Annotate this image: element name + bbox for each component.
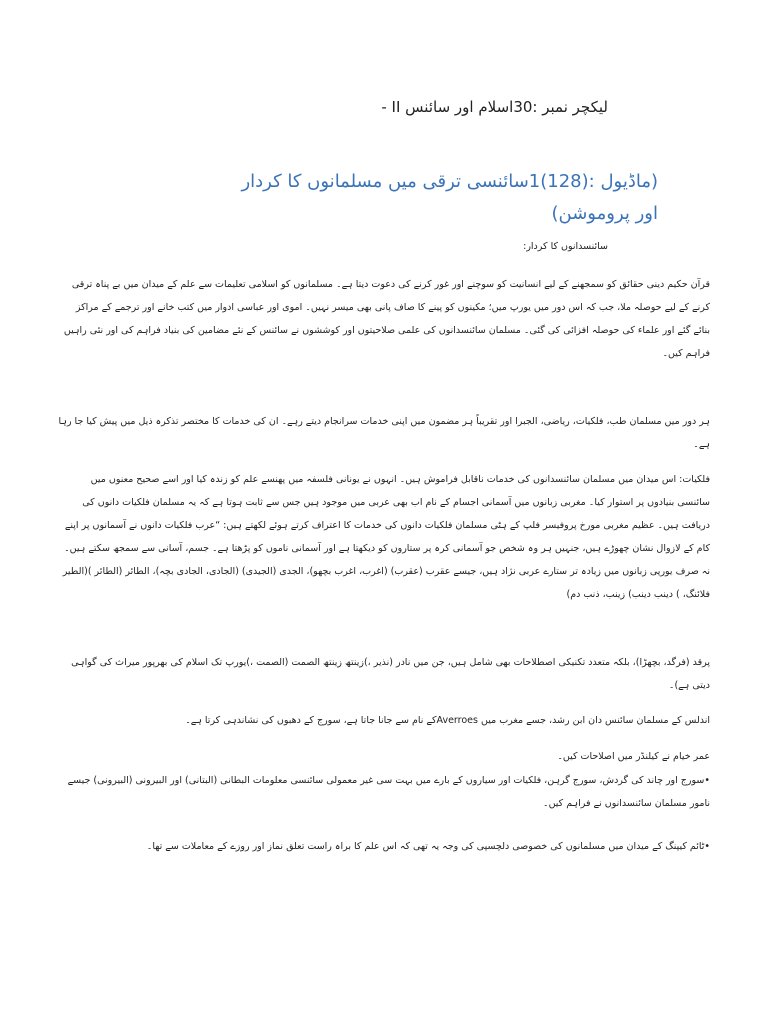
- astronomy-paragraph: فلکیات: اس میدان میں مسلمان سائنسدانوں کی خدمات ناقابل فراموش ہیں۔ انہوں نے یونانی فلسفہ میں پھنسے علم کو زندہ کیا اور اسے صحیح معنوں میں سائنسی بنیادوں پر استوار کیا۔ مغربی زبانوں میں آسمانی اجسام کے نام اب بھی عربی میں موجود ہیں جس سے ثابت ہوتا ہے کہ یہ مسلمان فلکیات دانوں کی دریافت ہیں۔ عظیم مغربی مورخ پروفیسر فلپ کے ہٹی مسلمان فلکیات دانوں کی خدمات کا اعتراف کرتے ہوئے لکھتے ہیں: “عرب فلکیات دانوں نے آسمانوں پر اپنے کام کے لازوال نشان چھوڑے ہیں، جنہیں ہر وہ شخص جو آسمانی کرہ پر ستاروں کو دیکھتا ہے اور آسمانی ناموں کو پڑھتا ہے۔ جسم، آسانی سے سمجھ سکتے ہیں۔ نہ صرف یورپی زبانوں میں زیادہ تر ستارے عربی نژاد ہیں، جیسے عقرب (عقرب) (اغرب، اغرب بچھو)، الجدی (الجیدی) (الجادی، الجادی بچہ)، الطائر (الطائر )(الطیر فلائنگ، ) دینب دینب) زینب، ذنب دم): [62, 474, 710, 600]
- bullet-item-timekeeping: •ٹائم کیپنگ کے میدان میں مسلمانوں کی خصوصی دلچسپی کی وجہ یہ تھی کہ اس علم کا براہ راست تعلق نماز اور روزے کے معاملات سے تھا۔: [146, 841, 710, 852]
- star-names-paragraph: پرقد (فرگد، بچھڑا)، بلکہ متعدد تکنیکی اصطلاحات بھی شامل ہیں، جن میں نادر (نذیر ،)زینتھ زینتھ الصمت (الصمت ،)یورپ تک اسلام کی بھرپور میراث کی گواہی دیتی ہے)۔: [71, 657, 710, 691]
- intro-paragraph: قرآن حکیم دینی حقائق کو سمجھنے کے لیے انسانیت کو سوچنے اور غور کرنے کی دعوت دیتا ہے۔ مسلمانوں کو اسلامی تعلیمات سے علم کے میدان میں بے پناہ ترقی کرنے کے لیے حوصلہ ملا، جب کہ اس دور میں یورپ میں؛ مکینوں کو پینے کا صاف پانی بھی میسر نہیں۔ اموی اور عباسی ادوار میں کتب خانے اور ترجمے کے مراکز بنائے گئے اور علماء کی حوصلہ افزائی کی گئی۔ مسلمان سائنسدانوں کی علمی صلاحیتوں اور کوششوں نے سائنس کے نئے مضامین کی بنیاد فراہم کی اور نئی راہیں فراہم کیں۔: [63, 279, 710, 359]
- lecture-title: لیکچر نمبر :30اسلام اور سائنس II -: [381, 98, 608, 116]
- module-heading: (ماڈیول :(128)1سائنسی ترقی میں مسلمانوں کا کردار اور پروموشن): [241, 171, 658, 224]
- averroes-paragraph: اندلس کے مسلمان سائنس دان ابن رشد، جسے مغرب میں Averroesکے نام سے جانا جاتا ہے، سورج کے دھبوں کی نشاندہی کرتا ہے۔: [185, 715, 710, 726]
- section-label: سائنسدانوں کا کردار:: [523, 241, 608, 252]
- bullet-item-eclipses: •سورج اور چاند کی گردش، سورج گرہن، فلکیات اور سیاروں کے بارے میں بہت سی غیر معمولی سائنسی معلومات البطانی (البتانی) اور البیرونی (البیرونی) جیسے نامور مسلمان سائنسدانوں نے فراہم کیں۔: [67, 775, 710, 809]
- contributions-paragraph: ہر دور میں مسلمان طب، فلکیات، ریاضی، الجبرا اور تقریباً ہر مضمون میں اپنی خدمات سرانجام دیتے رہے۔ ان کی خدمات کا مختصر تذکرہ ذیل میں پیش کیا جا رہا ہے۔: [58, 416, 710, 450]
- omar-khayyam-paragraph: عمر خیام نے کیلنڈر میں اصلاحات کیں۔: [557, 751, 710, 762]
